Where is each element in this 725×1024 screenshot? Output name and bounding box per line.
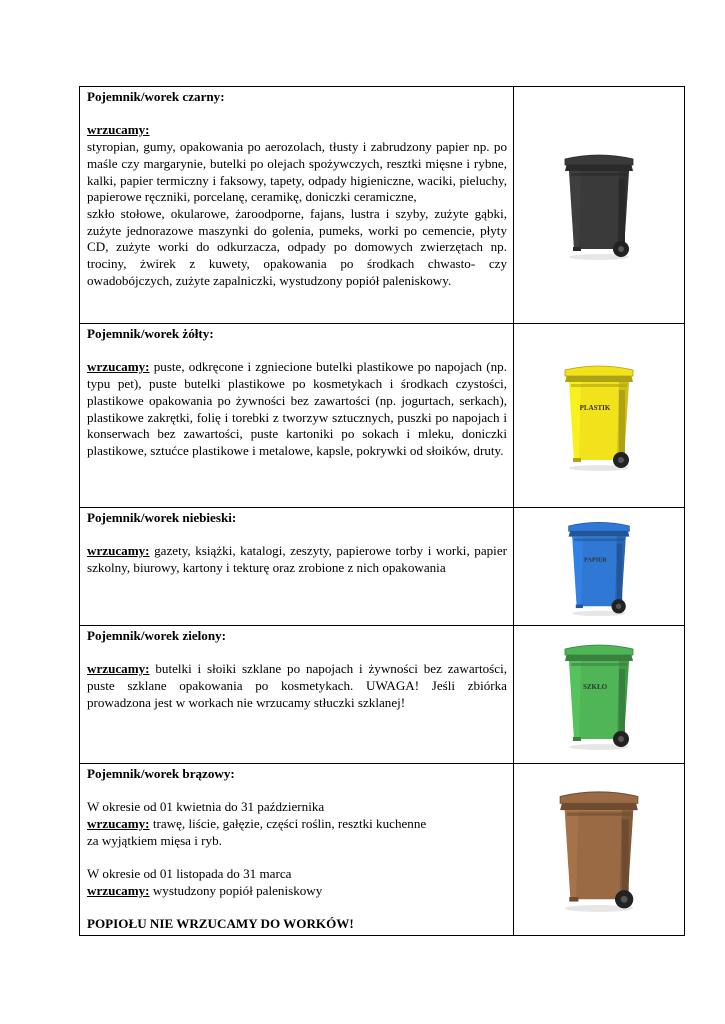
keyword-label: wrzucamy: xyxy=(87,543,150,559)
items-text: styropian, gumy, opakowania po aerozolach, tłusty i zabrudzony papier np. po maśle czy margarynie, butelki po olejach spożywczych, resztki mięsne i rybne, kalki, papier termiczny i faksowy, tapety, odpady higieniczne, waciki, pieluchy, papierowe ręczniki, porcelanę, ceramikę, doniczki ceramiczne, xyxy=(87,139,507,205)
bin-label: PLASTIK xyxy=(579,403,611,412)
bin-image-cell-blue xyxy=(514,508,685,626)
bin-label: SZKŁO xyxy=(582,682,608,691)
items-text: trawę, liście, gałęzie, części roślin, resztki kuchenne xyxy=(149,816,427,832)
period-text: W okresie od 01 listopada do 31 marca xyxy=(87,866,292,882)
period-text: W okresie od 01 kwietnia do 31 października xyxy=(87,799,325,815)
row-title: Pojemnik/worek brązowy: xyxy=(87,766,235,781)
blue-bin-image xyxy=(559,517,639,617)
green-bin-image xyxy=(559,639,639,751)
keyword-label: wrzucamy: xyxy=(87,122,150,138)
waste-bins-table xyxy=(79,86,685,936)
description-cell-blue xyxy=(80,508,514,626)
bin-image-cell-yellow xyxy=(514,324,685,508)
keyword-label: wrzucamy: xyxy=(87,661,150,677)
bin-image-cell-black xyxy=(514,87,685,324)
description-cell-yellow xyxy=(80,324,514,508)
row-title: Pojemnik/worek żółty: xyxy=(87,326,214,341)
description-cell-brown xyxy=(80,764,514,936)
table-row-black xyxy=(80,87,685,324)
keyword-label: wrzucamy: xyxy=(87,882,150,898)
row-title: Pojemnik/worek zielony: xyxy=(87,628,227,643)
brown-bin-image xyxy=(552,785,646,913)
items-text: butelki i słoiki szklane po napojach i żywności bez zawartości, puste szklane opakowania po kosmetykach. UWAGA! Jeśli zbiórka prowadzona jest w workach nie wrzucamy stłuczki szklanej! xyxy=(87,661,507,710)
warning-note: POPIOŁU NIE WRZUCAMY DO WORKÓW! xyxy=(87,916,354,932)
items-text: gazety, książki, katalogi, zeszyty, papierowe torby i worki, papier szkolny, biurowy, kartony i tekturę oraz zrobione z nich opakowania xyxy=(87,543,507,576)
bin-image-cell-green xyxy=(514,626,685,764)
row-title: Pojemnik/worek czarny: xyxy=(87,89,225,104)
description-cell-black xyxy=(80,87,514,324)
yellow-bin-image xyxy=(559,360,639,472)
table-row-blue xyxy=(80,508,685,626)
items-text: wystudzony popiół paleniskowy xyxy=(149,882,323,898)
keyword-label: wrzucamy: xyxy=(87,359,150,375)
description-cell-green xyxy=(80,626,514,764)
items-text: szkło stołowe, okularowe, żaroodporne, fajans, lustra i szyby, zużyte gąbki, zużyte jednorazowe maszynki do golenia, pumeks, worki po cemencie, płyty CD, zużyte worki do odkurzacza, odpady po domowych zwierzętach np. trociny, żwirek z kuwety, opakowania po środkach chwasto- czy owadobójczych, zużyte zapalniczki, wystudzony popiół paleniskowy. xyxy=(87,205,507,288)
keyword-label: wrzucamy: xyxy=(87,816,150,832)
items-text: puste, odkręcone i zgniecione butelki plastikowe po napojach (np. typu pet), puste butelki plastikowe po kosmetykach i środkach czystości, plastikowe opakowania po żywności bez zawartości (np. jogurtach, serkach), plastikowe zakrętki, folię i torebki z tworzyw sztucznych, puszki po napojach i konserwach bez zawartości, puste kartoniki po sokach i mleku, doniczki plastikowe, sztućce plastikowe i metalowe, kapsle, pokrywki od słoików, druty. xyxy=(87,359,507,458)
black-bin-image xyxy=(559,149,639,261)
items-text: za wyjątkiem mięsa i ryb. xyxy=(87,832,222,848)
bin-label: PAPIER xyxy=(584,556,607,564)
table-row-yellow xyxy=(80,324,685,508)
table-row-green xyxy=(80,626,685,764)
table-row-brown xyxy=(80,764,685,936)
bin-image-cell-brown xyxy=(514,764,685,936)
row-title: Pojemnik/worek niebieski: xyxy=(87,510,237,525)
